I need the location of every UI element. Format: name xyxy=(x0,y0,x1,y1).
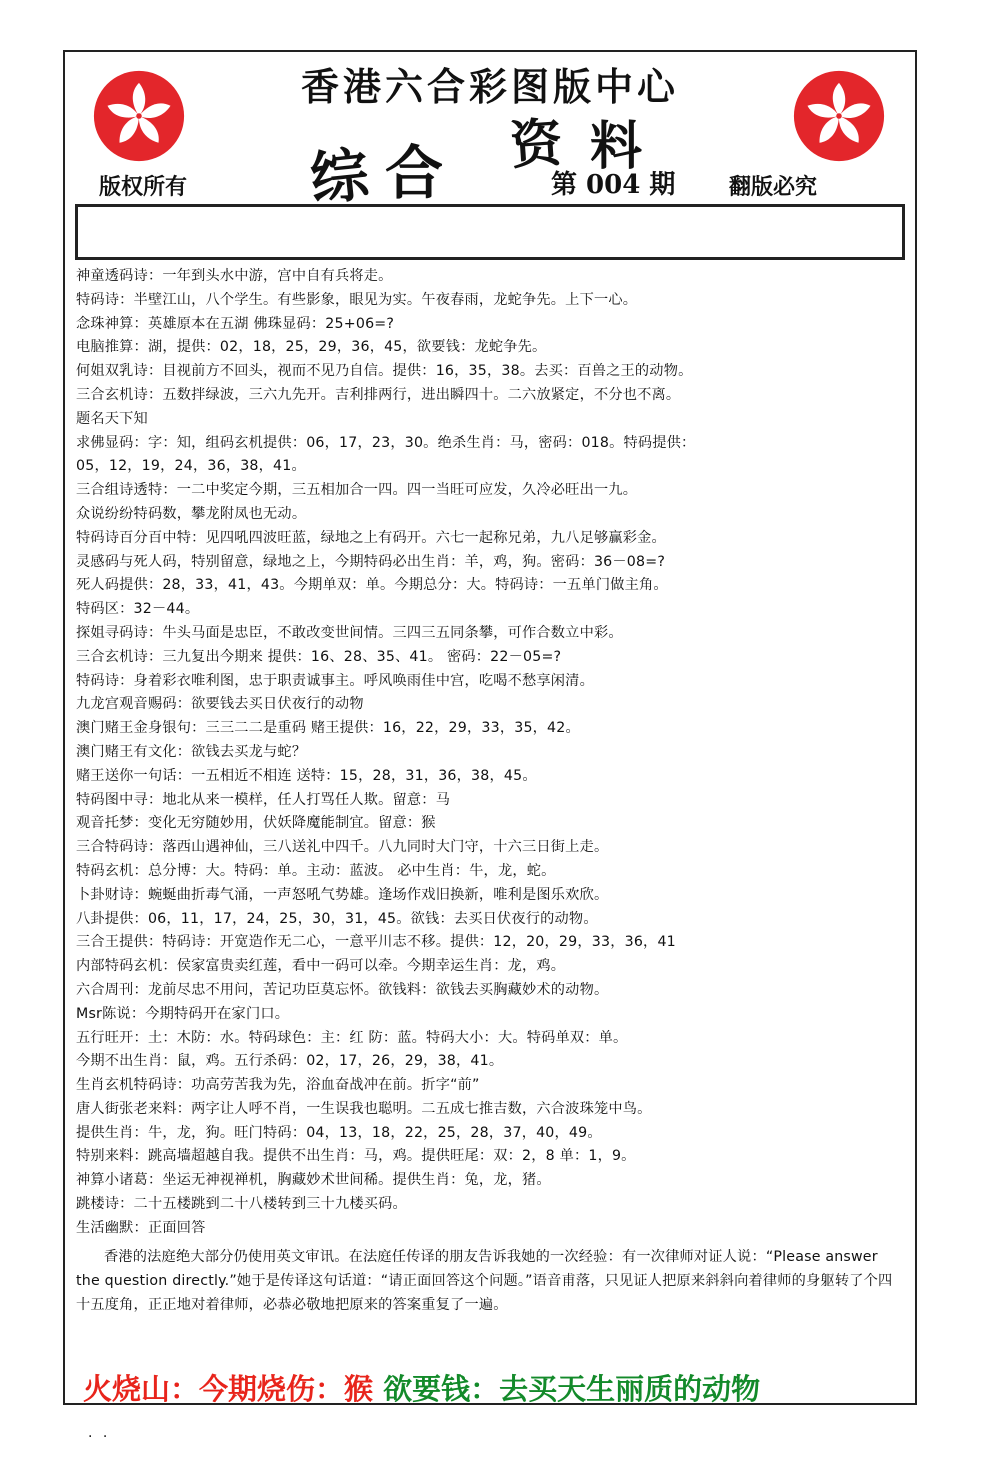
text-line: 特码诗百分百中特：见四吼四波旺蓝，绿地之上有码开。六七一起称兄弟，九八足够赢彩金。 xyxy=(76,529,666,546)
bauhinia-flag-icon xyxy=(93,70,185,162)
text-line: 跳楼诗：二十五楼跳到二十八楼转到三十九楼买码。 xyxy=(76,1196,407,1213)
text-line: 赌王送你一句话：一五相近不相连 送特：15，28，31，36，38，45。 xyxy=(76,767,537,784)
text-line: 观音托梦：变化无穷随妙用，伏妖降魔能制宜。留意：猴 xyxy=(76,815,436,832)
bauhinia-flag-icon xyxy=(793,70,885,162)
text-line: 今期不出生肖：鼠，鸡。五行杀码：02，17，26，29，38，41。 xyxy=(76,1053,504,1070)
text-line: 五行旺开：土：木防：水。特码球色：主：红 防：蓝。特码大小：大。特码单双：单。 xyxy=(76,1029,628,1046)
text-line: 神算小诸葛：坐运无神视禅机，胸藏妙术世间稀。提供生肖：兔，龙，猪。 xyxy=(76,1172,551,1189)
text-line: 05，12，19，24，36，38，41。 xyxy=(76,458,306,475)
big-title-char: 料 xyxy=(590,116,643,177)
text-line: 澳门赌王有文化：欲钱去买龙与蛇？ xyxy=(76,743,307,760)
text-line: 念珠神算：英雄原本在五湖 佛珠显码：25+06=? xyxy=(76,315,395,332)
text-line: 电脑推算：湖，提供：02，18，25，29，36，45，欲要钱：龙蛇争先。 xyxy=(76,339,547,356)
text-line: 唐人街张老来料：两字让人呼不肖，一生误我也聪明。二五成七推吉数，六合波珠笼中鸟。 xyxy=(76,1100,652,1117)
poster-frame xyxy=(63,50,917,1405)
copyright-left: 版权所有 xyxy=(99,174,188,200)
text-line: 特码区：32－44。 xyxy=(76,601,200,618)
text-line: 何姐双乳诗：目视前方不回头，视而不见乃自信。提供：16，35，38。去买：百兽之王的动物。 xyxy=(76,363,693,380)
humor-paragraph: 香港的法庭绝大部分仍使用英文审讯。在法庭任传译的朋友告诉我她的一次经验：有一次律师对证人说：“Please answer the question directly.”她于是传译这句话道：“请正面回答这个问题。”语音甫落，只见证人把原来斜斜向着律师的身躯转了个四十五度角，正正地对着律师，必恭必敬地把原来的答案重复了一遍。 xyxy=(76,1248,893,1313)
footer-red-text: 火烧山：今期烧伤：猴 xyxy=(83,1372,374,1406)
text-line: 三合组诗透特：一二中奖定今期，三五相加合一四。四一当旺可应发，久冷必旺出一九。 xyxy=(76,482,638,499)
text-line: 生肖玄机特码诗：功高劳苦我为先，浴血奋战冲在前。折字“前” xyxy=(76,1077,480,1094)
text-lines xyxy=(76,265,906,1241)
text-line: 特码诗：身着彩衣唯利图，忠于职责诚事主。呼风唤雨佳中宫，吃喝不愁享闲清。 xyxy=(76,672,594,689)
text-line: 探姐寻码诗：牛头马面是忠臣，不敢改变世间情。三四三五同条攀，可作合数立中彩。 xyxy=(76,624,623,641)
text-line: 三合特码诗：落西山遇神仙，三八送礼中四千。八九同时大门守，十六三日街上走。 xyxy=(76,839,609,856)
issue-number: 第 004 期 xyxy=(551,170,676,200)
text-line: 三合王提供：特码诗：开宽造作无二心，一意平川志不移。提供：12，20，29，33，36，41 xyxy=(76,934,676,951)
text-line: 八卦提供：06，11，17，24，25，30，31，45。欲钱：去买日伏夜行的动物。 xyxy=(76,910,598,927)
big-title-char: 综 xyxy=(307,140,372,214)
text-line: 题名天下知 xyxy=(76,410,148,427)
footer-green-text: 欲要钱：去买天生丽质的动物 xyxy=(383,1372,761,1406)
text-line: 内部特码玄机：侯家富贵卖红莲，看中一码可以牵。今期幸运生肖：龙，鸡。 xyxy=(76,958,566,975)
text-line: 九龙宫观音赐码：欲要钱去买日伏夜行的动物 xyxy=(76,696,364,713)
text-line: 特码玄机：总分博：大。特码：单。主动：蓝波。 必中生肖：牛，龙，蛇。 xyxy=(76,862,556,879)
bottom-dots: . . xyxy=(88,1425,111,1441)
text-line: 灵感码与死人码，特别留意，绿地之上，今期特码必出生肖：羊，鸡，狗。密码：36－08=? xyxy=(76,553,666,570)
text-line: 六合周刊：龙前尽忠不用问，苦记功臣莫忘怀。欲钱料：欲钱去买胸藏妙术的动物。 xyxy=(76,981,609,998)
big-title-char: 合 xyxy=(385,139,444,207)
text-line: 求佛显码：字：知，组码玄机提供：06，17，23，30。绝杀生肖：马，密码：018。特码提供： xyxy=(76,434,696,451)
page-title: 香港六合彩图版中心 xyxy=(300,64,679,109)
text-line: 提供生肖：牛，龙，狗。旺门特码：04，13，18，22，25，28，37，40，49。 xyxy=(76,1124,602,1141)
text-line: 神童透码诗：一年到头水中游，宫中自有兵将走。 xyxy=(76,268,393,284)
blank-banner-box xyxy=(75,204,905,260)
text-line: 特码诗：半壁江山，八个学生。有些影象，眼见为实。午夜春雨，龙蛇争先。上下一心。 xyxy=(76,291,638,308)
text-line: 三合玄机诗：五数拌绿波，三六九先开。吉利排两行，进出瞬四十。二六放紧定，不分也不离。 xyxy=(76,386,681,403)
text-line: 死人码提供：28，33，41，43。今期单双：单。今期总分：大。特码诗：一五单门做主角。 xyxy=(76,577,668,594)
text-line: 特码图中寻：地北从来一模样，任人打骂任人欺。留意：马 xyxy=(76,791,451,808)
text-line: Msr陈说：今期特码开在家门口。 xyxy=(76,1005,290,1022)
text-line: 众说纷纷特码数，攀龙附凤也无动。 xyxy=(76,505,307,522)
copyright-right: 翻版必究 xyxy=(729,174,818,200)
text-line: 澳门赌王金身银句：三三二二是重码 赌王提供：16，22，29，33，35，42。 xyxy=(76,720,580,737)
content-body xyxy=(76,265,906,1317)
text-line: 三合玄机诗：三九复出今期来 提供：16、28、35、41。 密码：22－05=? xyxy=(76,648,562,665)
header xyxy=(65,52,915,214)
text-line: 生活幽默：正面回答 xyxy=(76,1219,206,1236)
big-title-char: 资 xyxy=(508,112,565,177)
text-line: 特别来料：跳高墙超越自我。提供不出生肖：马，鸡。提供旺尾：双：2，8 单：1，9。 xyxy=(76,1148,636,1165)
text-line: 卜卦财诗：蜿蜒曲折毒气涌，一声怒吼气势雄。逢场作戏旧换新，唯利是图乐欢欣。 xyxy=(76,886,609,903)
footer-banner xyxy=(83,1367,903,1408)
